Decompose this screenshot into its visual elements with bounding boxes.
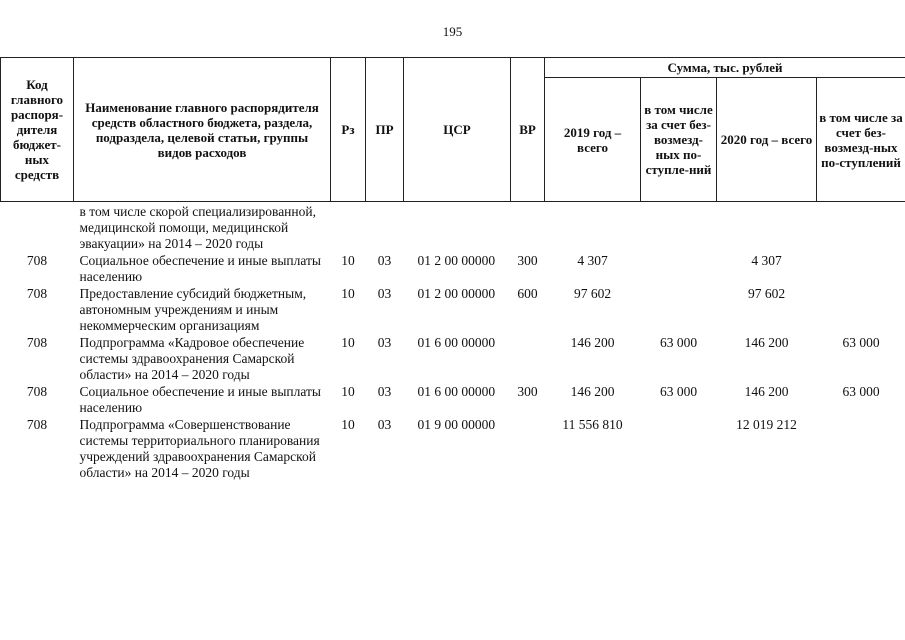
cell-2019-total: 146 200 <box>570 384 615 399</box>
cell-code: 708 <box>26 335 48 350</box>
header-name: Наименование главного распорядителя средств областного бюджета, раздела, подраздела, целевой статьи, группы видов расходов <box>74 58 331 202</box>
cell-2019-free <box>641 252 717 285</box>
cell-2020-total: 146 200 <box>744 384 789 399</box>
cell-code: 708 <box>26 286 48 301</box>
header-2019-total: 2019 год – всего <box>545 78 641 202</box>
header-2019-free: в том числе за счет без-возмезд-ных по-ступле-ний <box>641 78 717 202</box>
header-sum: Сумма, тыс. рублей <box>545 58 905 78</box>
cell-csr: 01 2 00 00000 <box>417 286 496 301</box>
table-row <box>1 334 905 383</box>
cell-csr: 01 2 00 00000 <box>417 253 496 268</box>
header-csr: ЦСР <box>404 58 511 202</box>
cell-2020-free: 63 000 <box>842 335 880 350</box>
cell-2019-total: 11 556 810 <box>562 417 623 432</box>
cell-pr: 03 <box>377 253 392 268</box>
cell-2019-total: 4 307 <box>577 253 608 268</box>
cell-code: 708 <box>26 253 48 268</box>
cell-rz: 10 <box>341 417 355 432</box>
table-row <box>1 383 905 416</box>
cell-rz: 10 <box>341 335 355 350</box>
cell-2020-total: 146 200 <box>744 335 789 350</box>
cell-2020-total: 97 602 <box>747 286 786 301</box>
cell-csr: 01 6 00 00000 <box>417 384 496 399</box>
cell-2019-total: 146 200 <box>570 335 615 350</box>
table-header <box>1 58 905 202</box>
header-pr: ПР <box>366 58 404 202</box>
cell-2020-free <box>817 285 905 334</box>
continuation-text: в том числе скорой специализированной, медицинской помощи, медицинской эвакуации» на 2014 – 2020 годы <box>79 204 316 251</box>
cell-name: Социальное обеспечение и иные выплаты населению <box>79 384 321 415</box>
cell-2020-total: 4 307 <box>751 253 782 268</box>
header-2020-free: в том числе за счет без-возмезд-ных по-ступлений <box>817 78 905 202</box>
cell-csr: 01 9 00 00000 <box>417 417 496 432</box>
cell-name: Предоставление субсидий бюджетным, автономным учреждениям и иным некоммерческим организациям <box>79 286 307 333</box>
cell-pr: 03 <box>377 286 392 301</box>
budget-table <box>0 57 905 481</box>
cell-name: Подпрограмма «Кадровое обеспечение системы здравоохранения Самарской области» на 2014 – 2020 годы <box>79 335 305 382</box>
cell-2020-total: 12 019 212 <box>736 417 797 432</box>
cell-pr: 03 <box>377 384 392 399</box>
cell-2019-free <box>641 416 717 481</box>
cell-2019-total: 97 602 <box>573 286 612 301</box>
cell-rz: 10 <box>341 253 355 268</box>
cell-pr: 03 <box>377 417 392 432</box>
cell-rz: 10 <box>341 286 355 301</box>
page-number: 195 <box>442 24 463 39</box>
table-row <box>1 252 905 285</box>
header-vr: ВР <box>511 58 545 202</box>
cell-code: 708 <box>26 417 48 432</box>
cell-code: 708 <box>26 384 48 399</box>
header-rz: Рз <box>331 58 366 202</box>
cell-2019-free: 63 000 <box>659 384 698 399</box>
cell-2019-free <box>641 285 717 334</box>
table-row <box>1 202 905 253</box>
cell-name: Подпрограмма «Совершенствование системы территориального планирования учреждений здравоохранения Самарской области» на 2014 – 2020 годы <box>79 417 320 480</box>
header-2020-total: 2020 год – всего <box>717 78 817 202</box>
cell-2020-free: 63 000 <box>842 384 880 399</box>
cell-2019-free: 63 000 <box>659 335 698 350</box>
cell-rz: 10 <box>341 384 355 399</box>
cell-vr <box>511 416 545 481</box>
cell-csr: 01 6 00 00000 <box>417 335 496 350</box>
header-code: Код главного распоря-дителя бюджет-ных средств <box>1 58 74 202</box>
cell-vr: 300 <box>517 384 538 399</box>
table-row <box>1 285 905 334</box>
cell-2020-free <box>817 252 905 285</box>
cell-vr: 600 <box>517 286 538 301</box>
cell-2020-free <box>817 416 905 481</box>
cell-name: Социальное обеспечение и иные выплаты населению <box>79 253 321 284</box>
cell-vr: 300 <box>517 253 538 268</box>
table-row <box>1 416 905 481</box>
cell-pr: 03 <box>377 335 392 350</box>
cell-vr <box>511 334 545 383</box>
